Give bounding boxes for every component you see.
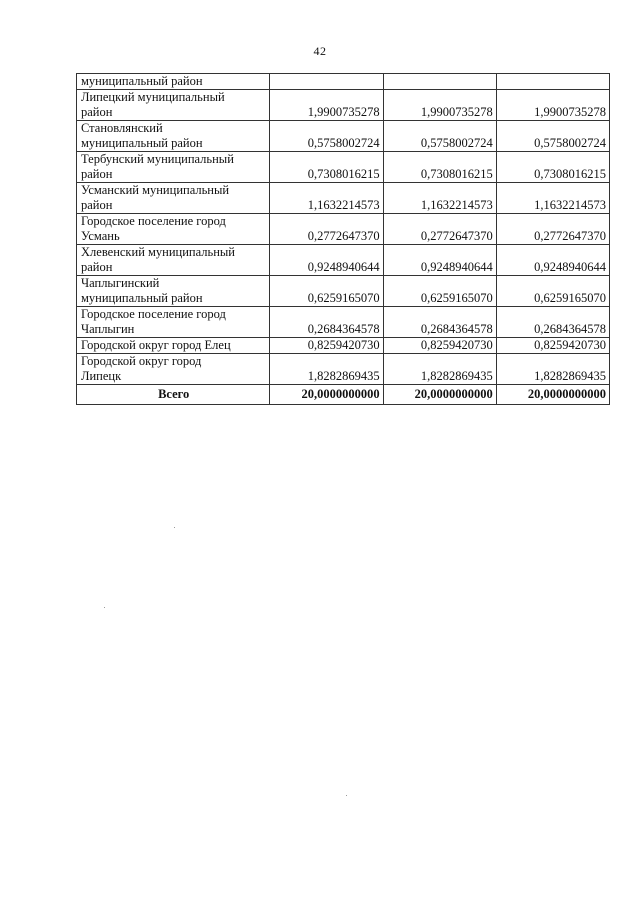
value-cell: 1,9900735278 xyxy=(383,90,496,121)
value-cell: 0,8259420730 xyxy=(383,338,496,354)
value-cell: 0,2684364578 xyxy=(496,307,609,338)
scan-speck xyxy=(346,795,347,796)
total-value-cell: 20,0000000000 xyxy=(270,385,383,405)
value-cell: 1,9900735278 xyxy=(496,90,609,121)
value-cell: 1,1632214573 xyxy=(383,183,496,214)
row-name-cell: Городское поселение город Усмань xyxy=(77,214,270,245)
value-cell: 0,6259165070 xyxy=(496,276,609,307)
value-cell: 1,8282869435 xyxy=(383,354,496,385)
value-cell: 0,7308016215 xyxy=(270,152,383,183)
row-name-cell: Становлянский муниципальный район xyxy=(77,121,270,152)
row-name-cell: Чаплыгинский муниципальный район xyxy=(77,276,270,307)
scan-speck xyxy=(104,607,105,608)
table-row xyxy=(77,90,610,121)
row-name-cell: Хлевенский муниципальный район xyxy=(77,245,270,276)
allocation-table xyxy=(76,73,610,405)
value-cell: 1,1632214573 xyxy=(270,183,383,214)
value-cell: 0,7308016215 xyxy=(496,152,609,183)
value-cell: 0,6259165070 xyxy=(270,276,383,307)
value-cell xyxy=(383,74,496,90)
value-cell xyxy=(496,74,609,90)
row-name-cell: Усманский муниципальный район xyxy=(77,183,270,214)
value-cell: 0,2772647370 xyxy=(383,214,496,245)
table-row xyxy=(77,338,610,354)
value-cell: 0,2684364578 xyxy=(383,307,496,338)
value-cell: 0,2772647370 xyxy=(496,214,609,245)
value-cell: 0,9248940644 xyxy=(383,245,496,276)
table-row xyxy=(77,183,610,214)
table-row xyxy=(77,74,610,90)
value-cell: 0,8259420730 xyxy=(496,338,609,354)
table-row xyxy=(77,121,610,152)
row-name-cell: Липецкий муниципальный район xyxy=(77,90,270,121)
scan-speck xyxy=(174,527,175,528)
row-name-cell: Городской округ город Липецк xyxy=(77,354,270,385)
value-cell: 0,5758002724 xyxy=(496,121,609,152)
total-value-cell: 20,0000000000 xyxy=(383,385,496,405)
value-cell: 0,7308016215 xyxy=(383,152,496,183)
total-row xyxy=(77,385,610,405)
row-name-cell: Городской округ город Елец xyxy=(77,338,270,354)
table-row xyxy=(77,214,610,245)
value-cell: 0,5758002724 xyxy=(383,121,496,152)
table-row xyxy=(77,354,610,385)
value-cell: 1,1632214573 xyxy=(496,183,609,214)
row-name-cell: Тербунский муниципальный район xyxy=(77,152,270,183)
total-value-cell: 20,0000000000 xyxy=(496,385,609,405)
value-cell: 0,5758002724 xyxy=(270,121,383,152)
page-number: 42 xyxy=(313,44,327,58)
table-row xyxy=(77,152,610,183)
value-cell: 0,9248940644 xyxy=(270,245,383,276)
row-name-cell: муниципальный район xyxy=(77,74,270,90)
table-row xyxy=(77,245,610,276)
table-row xyxy=(77,307,610,338)
row-name-cell: Городское поселение город Чаплыгин xyxy=(77,307,270,338)
value-cell: 0,6259165070 xyxy=(383,276,496,307)
value-cell: 0,2684364578 xyxy=(270,307,383,338)
value-cell: 1,8282869435 xyxy=(270,354,383,385)
value-cell xyxy=(270,74,383,90)
total-label: Всего xyxy=(77,385,270,405)
value-cell: 0,9248940644 xyxy=(496,245,609,276)
table-row xyxy=(77,276,610,307)
value-cell: 1,8282869435 xyxy=(496,354,609,385)
value-cell: 0,8259420730 xyxy=(270,338,383,354)
value-cell: 1,9900735278 xyxy=(270,90,383,121)
value-cell: 0,2772647370 xyxy=(270,214,383,245)
